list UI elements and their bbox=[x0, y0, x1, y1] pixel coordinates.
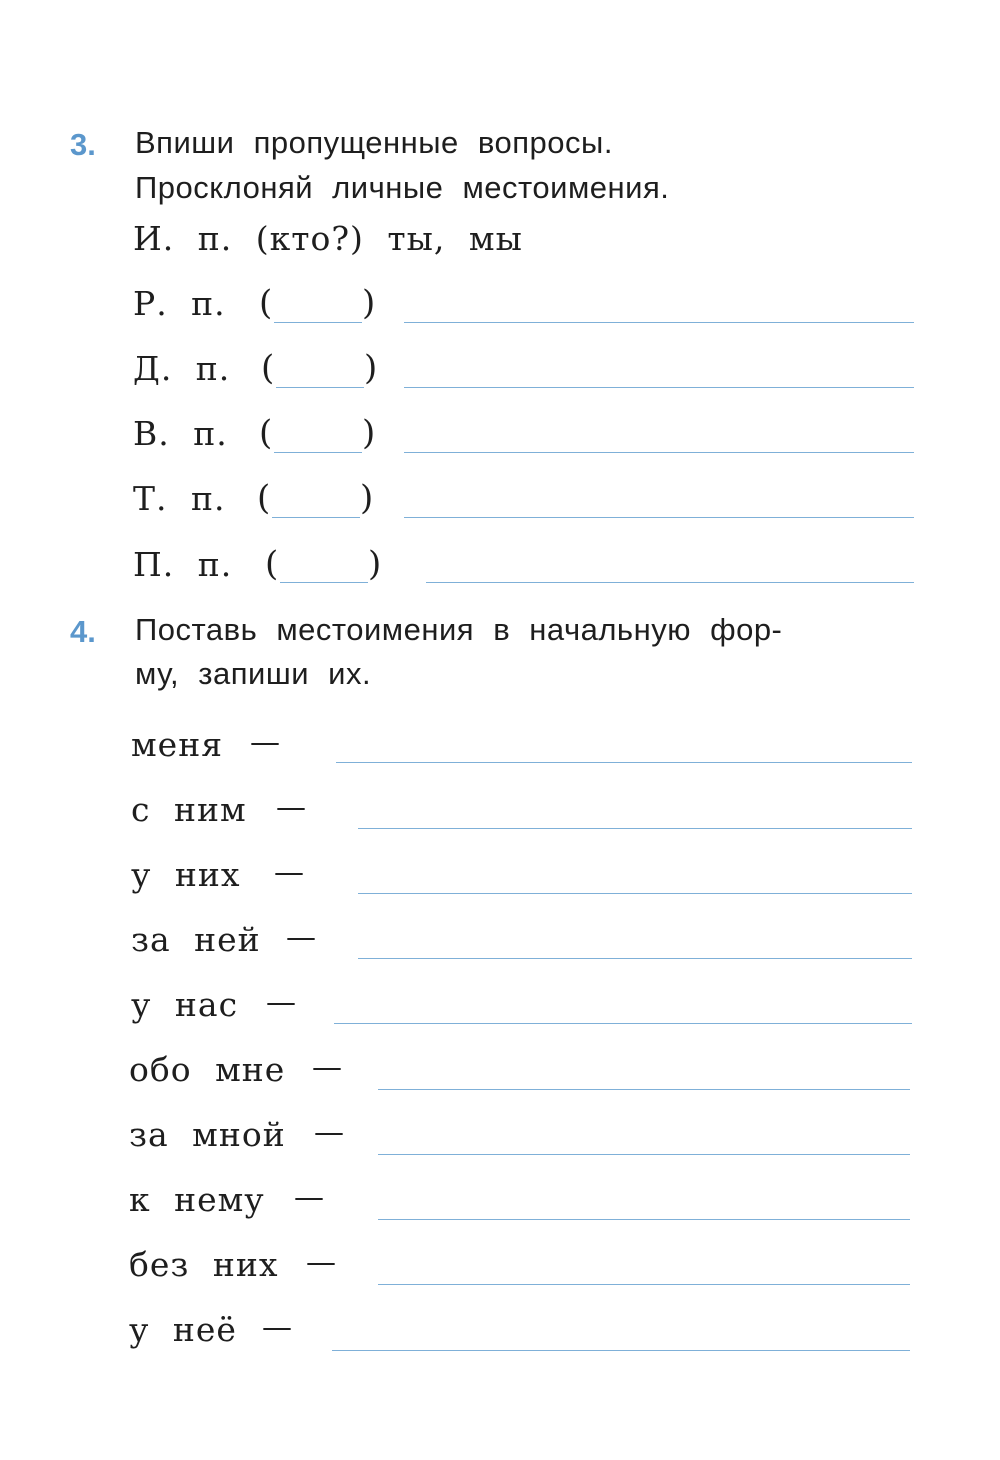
case-label: Р. п. bbox=[133, 284, 226, 323]
dash: — bbox=[306, 1245, 336, 1280]
answer-line[interactable] bbox=[332, 1350, 910, 1351]
close-parenthesis: ) bbox=[368, 544, 382, 584]
answer-line[interactable] bbox=[404, 452, 914, 453]
dash: — bbox=[274, 855, 304, 890]
answer-line[interactable] bbox=[378, 1284, 910, 1285]
close-parenthesis: ) bbox=[360, 478, 374, 518]
answer-line[interactable] bbox=[404, 322, 914, 323]
dash: — bbox=[262, 1310, 292, 1345]
open-parenthesis: ( bbox=[265, 544, 279, 584]
pronoun-word: меня bbox=[131, 725, 224, 764]
answer-line[interactable] bbox=[334, 1023, 912, 1024]
dash: — bbox=[250, 725, 280, 760]
answer-line[interactable] bbox=[358, 958, 912, 959]
question-blank[interactable] bbox=[274, 452, 362, 453]
task-3-instruction-line-2: Просклоняй личные местоимения. bbox=[135, 170, 670, 205]
task-3-instruction-line-1: Впиши пропущенные вопросы. bbox=[135, 125, 613, 160]
answer-line[interactable] bbox=[378, 1154, 910, 1155]
open-parenthesis: ( bbox=[259, 283, 273, 323]
dash: — bbox=[276, 790, 306, 825]
pronoun-word: у нас bbox=[131, 985, 239, 1024]
close-parenthesis: ) bbox=[364, 348, 378, 388]
task-3-number: 3. bbox=[70, 127, 96, 162]
question-blank[interactable] bbox=[276, 387, 364, 388]
answer-line[interactable] bbox=[336, 762, 912, 763]
dash: — bbox=[266, 985, 296, 1020]
question-blank[interactable] bbox=[280, 582, 368, 583]
pronoun-word: к нему bbox=[129, 1180, 265, 1219]
answer-line[interactable] bbox=[358, 893, 912, 894]
answer-line[interactable] bbox=[426, 582, 914, 583]
case-label: В. п. bbox=[133, 414, 228, 453]
case-label: Т. п. bbox=[133, 479, 226, 518]
dash: — bbox=[294, 1180, 324, 1215]
answer-line[interactable] bbox=[378, 1089, 910, 1090]
task-4-instruction-line-2: му, запиши их. bbox=[135, 656, 372, 691]
answer-line[interactable] bbox=[404, 517, 914, 518]
question-blank[interactable] bbox=[274, 322, 362, 323]
dash: — bbox=[286, 920, 316, 955]
pronoun-word: у них bbox=[131, 855, 241, 894]
pronoun-word: с ним bbox=[131, 790, 247, 829]
answer-line[interactable] bbox=[404, 387, 914, 388]
close-parenthesis: ) bbox=[362, 413, 376, 453]
pronoun-word: за мной bbox=[129, 1115, 286, 1154]
case-label: П. п. bbox=[133, 545, 233, 584]
answer-line[interactable] bbox=[358, 828, 912, 829]
nominative-case-row: И. п. (кто?) ты, мы bbox=[133, 219, 523, 258]
dash: — bbox=[314, 1115, 344, 1150]
open-parenthesis: ( bbox=[257, 478, 271, 518]
dash: — bbox=[312, 1050, 342, 1085]
open-parenthesis: ( bbox=[259, 413, 273, 453]
open-parenthesis: ( bbox=[261, 348, 275, 388]
question-blank[interactable] bbox=[272, 517, 360, 518]
pronoun-word: у неё bbox=[129, 1310, 237, 1349]
pronoun-word: за ней bbox=[131, 920, 261, 959]
pronoun-word: без них bbox=[129, 1245, 279, 1284]
task-4-instruction-line-1: Поставь местоимения в начальную фор- bbox=[135, 612, 783, 647]
case-label: Д. п. bbox=[133, 349, 231, 388]
pronoun-word: обо мне bbox=[129, 1050, 286, 1089]
task-4-number: 4. bbox=[70, 614, 96, 649]
answer-line[interactable] bbox=[378, 1219, 910, 1220]
close-parenthesis: ) bbox=[362, 283, 376, 323]
